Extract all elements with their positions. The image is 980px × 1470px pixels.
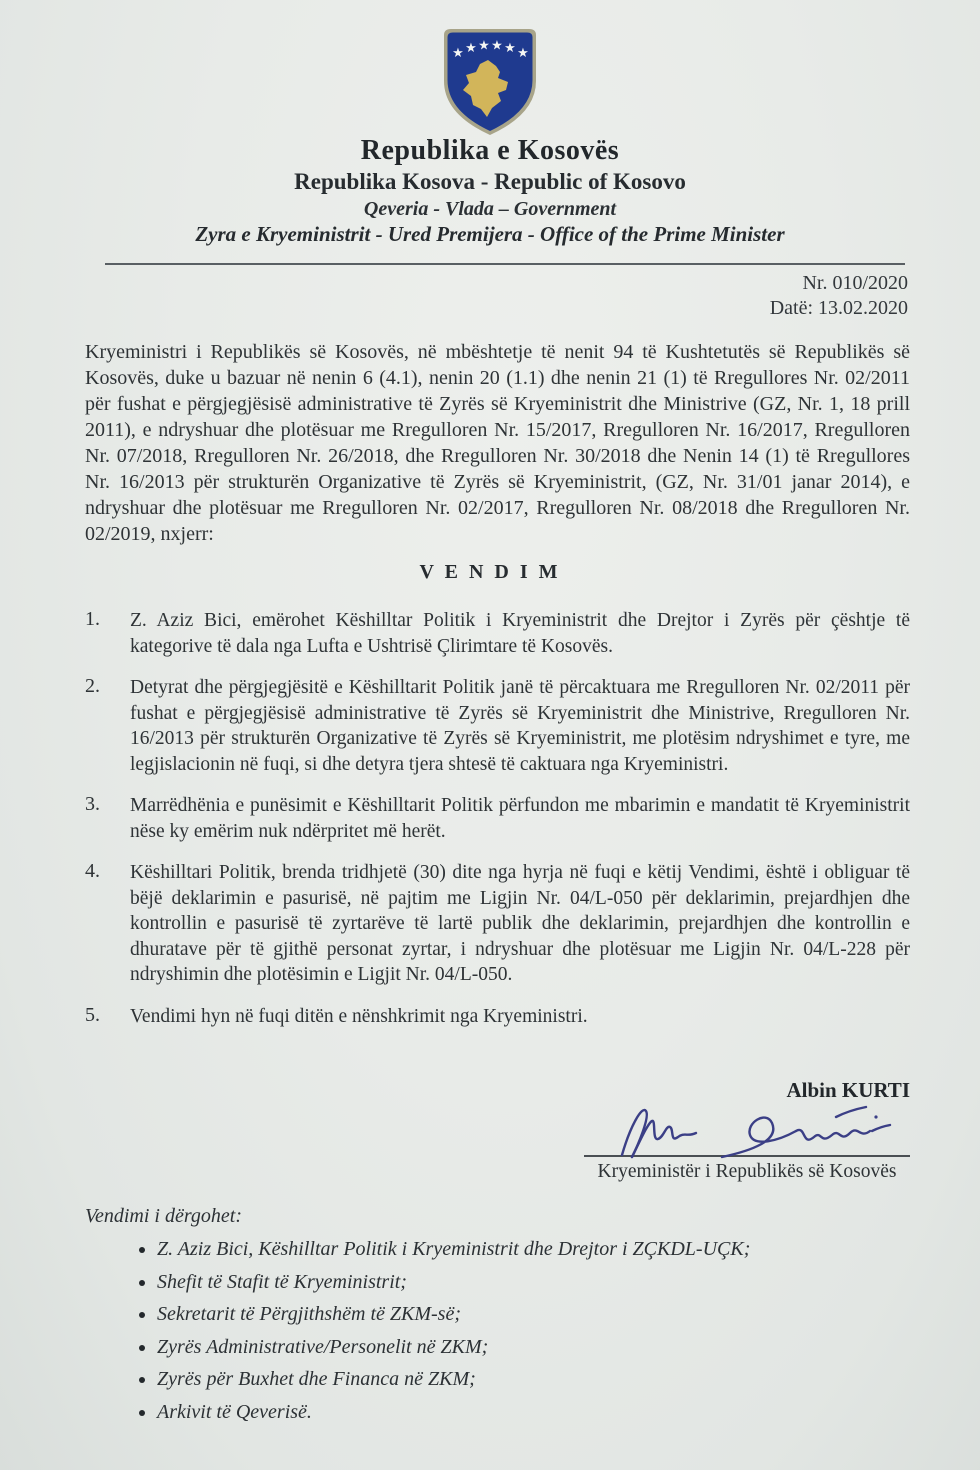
signature-handwriting-icon [610,1097,910,1163]
decision-item [85,1004,910,1030]
preamble-paragraph: Kryeministri i Republikës së Kosovës, në mbështetje të nenit 94 të Kushtetutës së Republikës së Kosovës, duke u bazuar në nenin 6 (4.1), nenin 20 (1.1) dhe nenin 21 (1) të Rregullores Nr. 02/2011 për fushat e përgjegjësisë administrative të Zyrës së Kryeministrit dhe Ministrive (GZ, Nr. 1, 18 prill 2011), e ndryshuar dhe plotësuar me Rregulloren Nr. 15/2017, Rregulloren Nr. 16/2017, Rregulloren Nr. 07/2018, Rregulloren Nr. 26/2018, dhe Rregulloren Nr. 30/2018 dhe Nenin 14 (1) të Rregullores Nr. 16/2013 për strukturën Organizative të Zyrës së Kryeministrit, (GZ, Nr. 31/01 janar 2014), e ndryshuar dhe plotësuar me Rregulloren Nr. 02/2017, Rregulloren Nr. 08/2018 dhe Rregulloren Nr. 02/2019, nxjerr: [85,341,910,545]
document-date: Datë: 13.02.2020 [769,297,908,319]
signatory-name: Albin KURTI [786,1078,910,1102]
svg-text:★: ★ [504,41,516,56]
kosovo-coat-of-arms-icon [429,26,551,143]
svg-text:★: ★ [478,38,490,54]
svg-text:★: ★ [465,41,477,56]
svg-text:★: ★ [452,46,464,61]
letterhead-government-line: Qeveria - Vlada – Government [363,198,617,221]
signatory-role: Kryeministër i Republikës së Kosovës [597,1160,897,1182]
decision-item [85,675,910,777]
item-text: Këshilltari Politik, brenda tridhjetë (30) dite nga hyrja në fuqi e këtij Vendimi, është i obliguar të bëjë deklarimin e pasurisë, në pajtim me Ligjin Nr. 04/L-050 për deklarimin, prejardhjen dhe kontrollin e pasurisë të zyrtarëve të lartë publik dhe deklarimin, prejardhjen dhe kontrollin e dhuratave për të gjithë personat zyrtar, i ndryshuar dhe plotësuar me Ligjin Nr. 04/L-228 për ndryshimin dhe plotësimin e Ligjit Nr. 04/L-050. [130,862,910,985]
distribution-item: • Zyrës Administrative/Personelit në ZKM; [157,1336,910,1358]
decision-items [85,608,910,1045]
svg-text:★: ★ [491,38,503,54]
item-number: 1. [85,608,100,630]
distribution-item: • Sekretarit të Përgjithshëm të ZKM-së; [157,1303,910,1325]
distribution-item: • Arkivit të Qeverisë. [157,1401,910,1423]
item-text: Z. Aziz Bici, emërohet Këshilltar Politik i Kryeministrit dhe Drejtor i Zyrës për çështje të kategorive të dala nga Lufta e Ushtrisë Çlirimtare të Kosovës. [130,610,910,657]
letterhead-title-trilingual: Republika Kosova - Republic of Kosovo [294,168,686,194]
item-text: Marrëdhënia e punësimit e Këshilltarit Politik përfundon me mbarimin e mandatit të Kryeministrit nëse ky emërim nuk ndërpritet më herët. [130,795,910,842]
distribution-item: • Zyrës për Buxhet dhe Financa në ZKM; [157,1368,910,1390]
svg-text:★: ★ [517,46,529,61]
letterhead-office-line: Zyra e Kryeministrit - Ured Premijera - Office of the Prime Minister [195,222,785,247]
letterhead [0,134,980,247]
item-number: 3. [85,793,100,815]
header-divider [105,263,905,265]
item-text: Detyrat dhe përgjegjësitë e Këshilltarit Politik janë të përcaktuara me Rregulloren Nr. 02/2011 për fushat e përgjegjësisë administrative të Zyrës së Kryeministrit dhe Ministrive, Rregulloren Nr. 16/2013 për strukturën Organizative të Zyrës së Kryeministrit, me plotësim ndryshimet e tyre, me legjislacionin në fuqi, si dhe detyra tjera shtesë të caktuara nga Kryeministri. [130,677,910,775]
decision-title: V E N D I M [419,561,561,583]
distribution-section [85,1205,910,1433]
document-number: Nr. 010/2020 [802,272,908,294]
decision-item [85,860,910,988]
distribution-heading: Vendimi i dërgohet: [85,1205,243,1227]
item-number: 4. [85,860,100,882]
decision-item [85,608,910,659]
decision-item [85,793,910,844]
item-number: 5. [85,1003,100,1026]
distribution-item: • Z. Aziz Bici, Këshilltar Politik i Kryeministrit dhe Drejtor i ZÇKDL-UÇK; [157,1238,910,1260]
distribution-item: • Shefit të Stafit të Kryeministrit; [157,1271,910,1293]
item-number: 2. [85,675,100,697]
item-text: Vendimi hyn në fuqi ditën e nënshkrimit nga Kryeministri. [130,1005,588,1027]
letterhead-title-albanian: Republika e Kosovës [360,135,620,166]
signature-block [584,1078,910,1183]
distribution-list [85,1238,910,1423]
document-meta [770,271,908,321]
